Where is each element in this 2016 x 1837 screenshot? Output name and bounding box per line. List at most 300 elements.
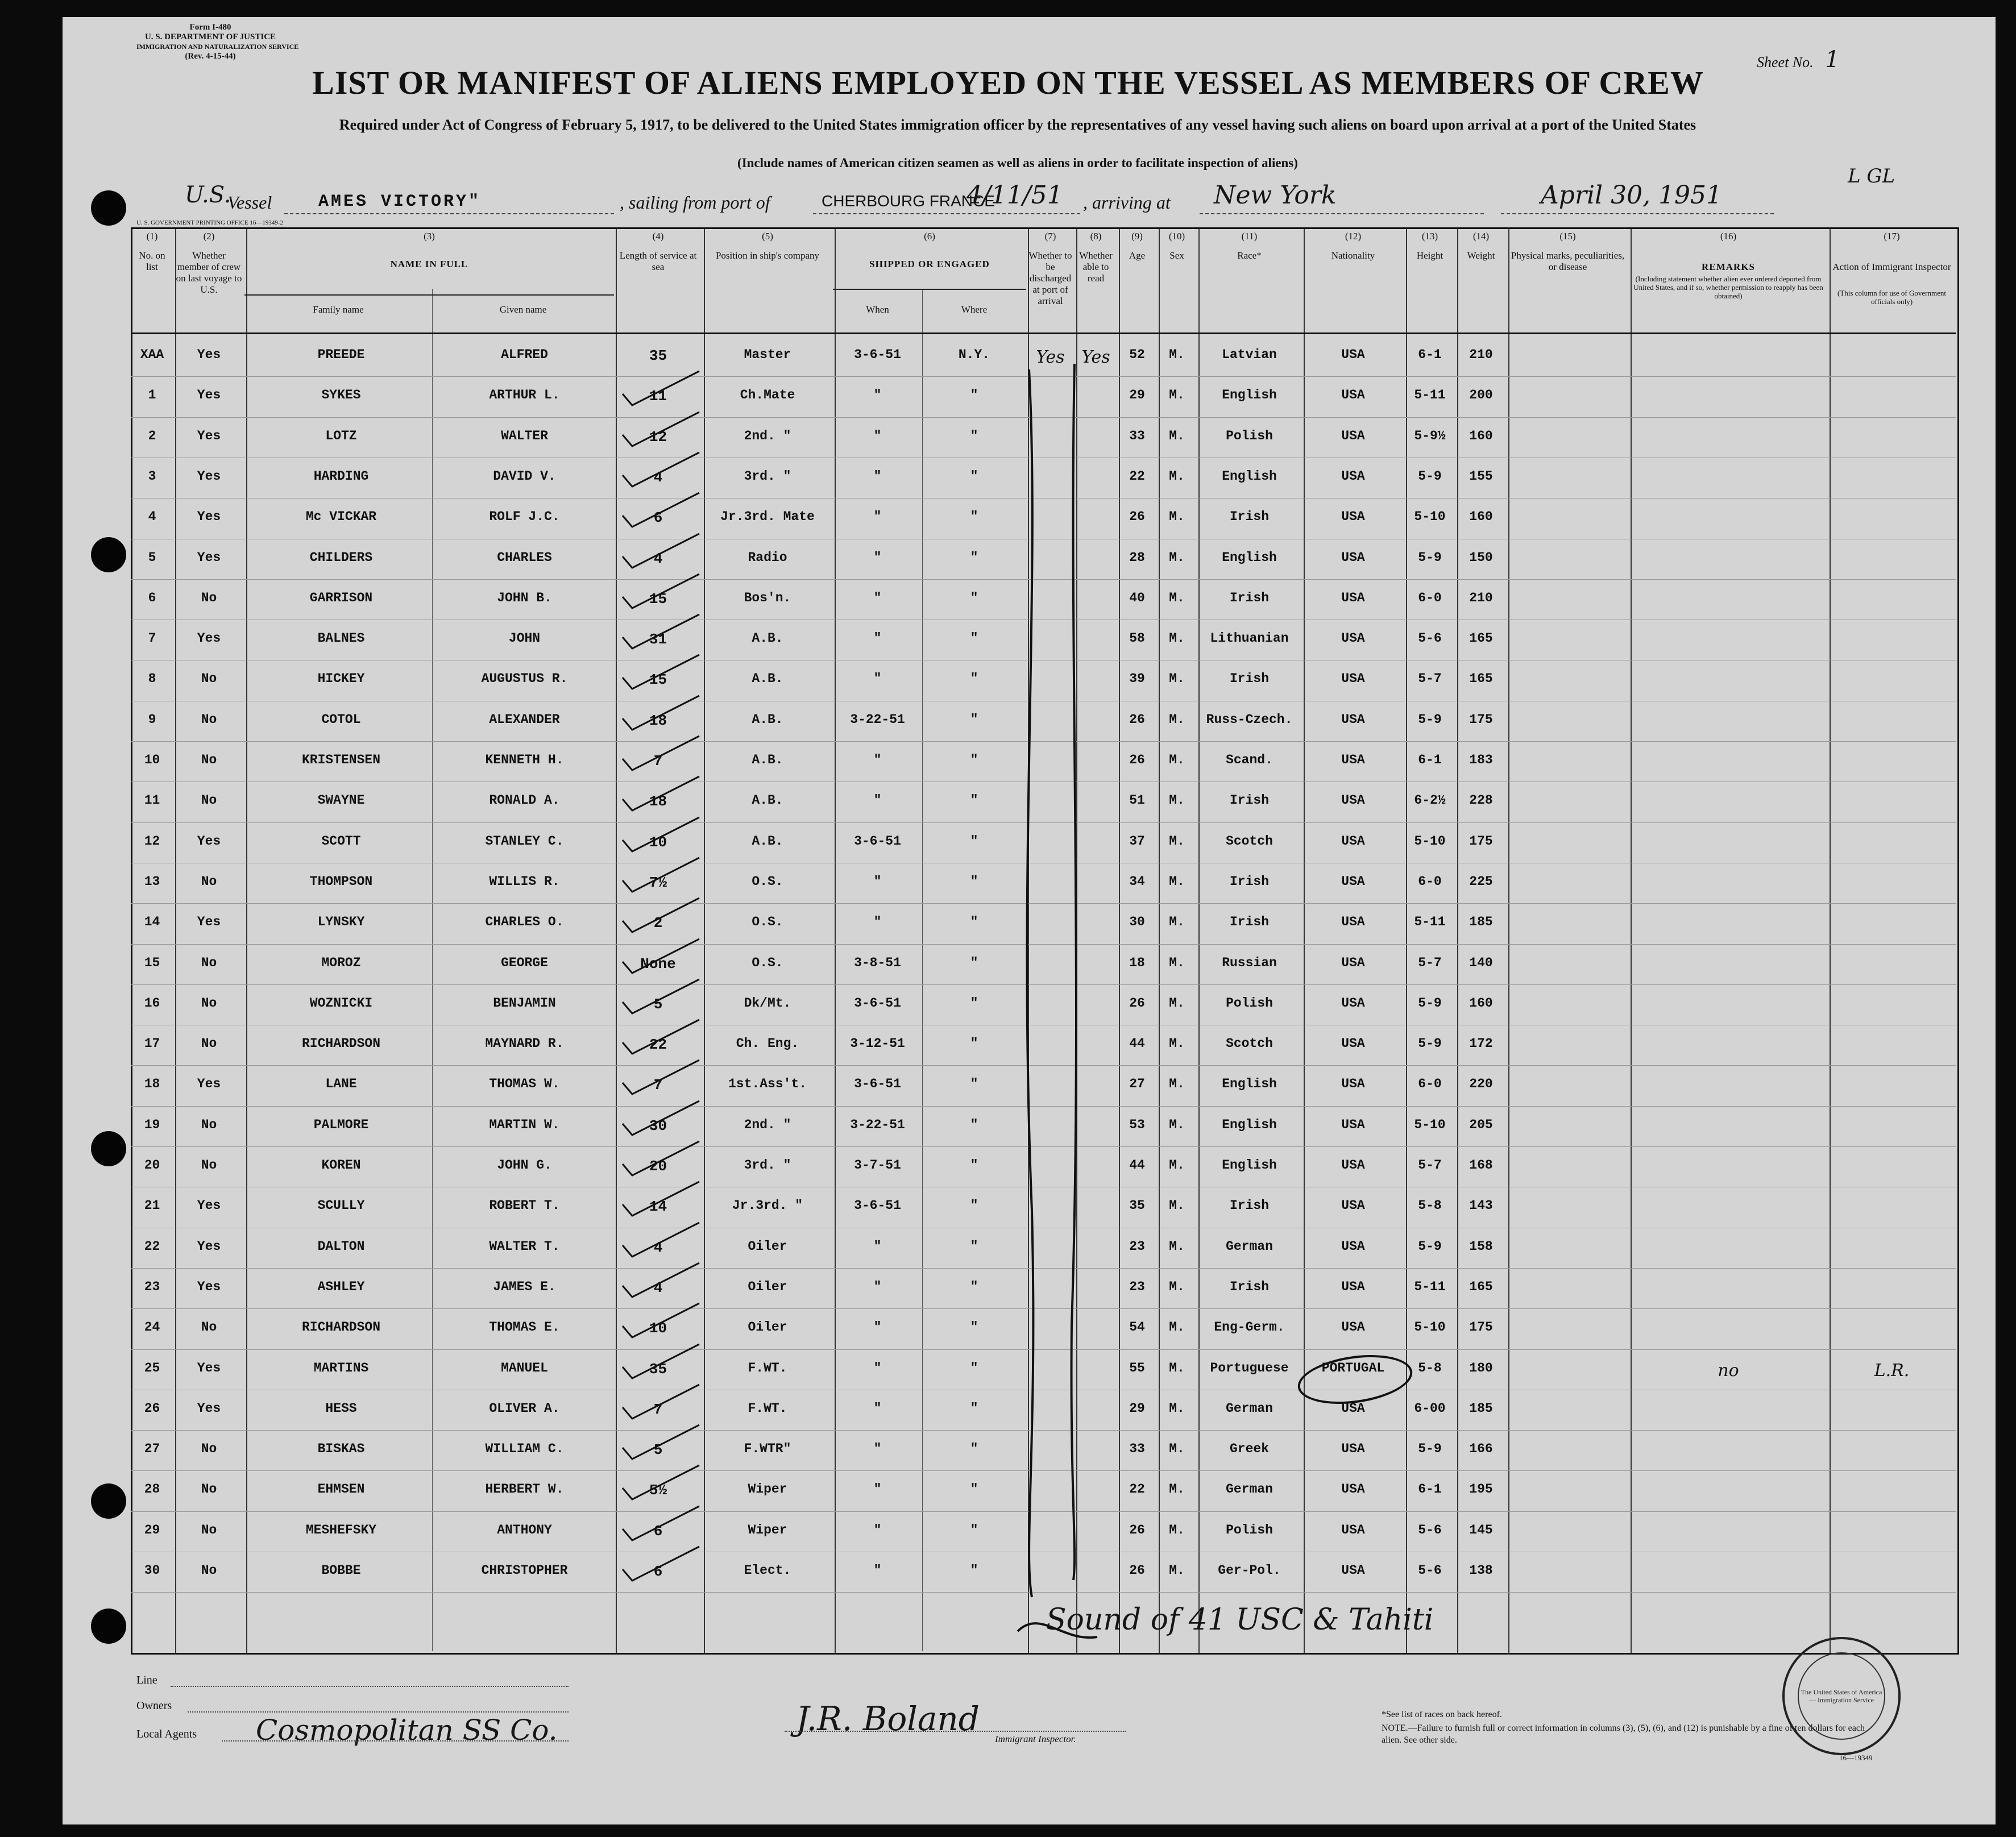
cell-given: ROLF J.C. xyxy=(489,509,560,525)
page-title: LIST OR MANIFEST OF ALIENS EMPLOYED ON THE VESSEL AS MEMBERS OF CREW xyxy=(312,64,1704,101)
cell-age: 23 xyxy=(1129,1238,1145,1254)
cell-weight: 185 xyxy=(1469,1400,1493,1416)
cell-family: ASHLEY xyxy=(317,1279,365,1294)
cell-race: English xyxy=(1222,1117,1277,1132)
cell-race: Russ-Czech. xyxy=(1206,712,1293,727)
column-number: (15) xyxy=(1559,231,1576,242)
cell-age: 29 xyxy=(1129,1400,1145,1416)
cell-voyage: Yes xyxy=(197,509,221,525)
cell-sex: M. xyxy=(1169,1158,1185,1173)
cell-where: " xyxy=(970,1400,978,1416)
inspector-underline xyxy=(785,1731,1126,1732)
cell-when: 3-8-51 xyxy=(854,955,901,970)
cell-weight: 165 xyxy=(1469,1279,1493,1294)
cell-age: 44 xyxy=(1129,1158,1145,1173)
cell-service: 6 xyxy=(653,1563,663,1580)
line-underline xyxy=(171,1686,569,1687)
cell-height: 5-10 xyxy=(1414,1117,1446,1132)
cell-given: ARTHUR L. xyxy=(489,388,560,403)
checkmark-icon xyxy=(620,1382,705,1422)
column-header-label: Nationality xyxy=(1331,250,1375,261)
cell-no: 17 xyxy=(144,1036,160,1052)
cell-position: A.B. xyxy=(752,753,783,767)
cell-weight: 180 xyxy=(1469,1360,1493,1375)
cell-when: 3-6-51 xyxy=(854,1077,901,1092)
cell-voyage: Yes xyxy=(197,468,221,484)
cell-weight: 166 xyxy=(1469,1441,1493,1457)
cell-position: Wiper xyxy=(748,1522,787,1537)
cell-sex: M. xyxy=(1169,1238,1185,1254)
checkmark-icon xyxy=(620,1462,705,1502)
checkmark-icon xyxy=(620,1260,705,1300)
cell-service: 30 xyxy=(649,1117,667,1134)
form-number: Form I-480 xyxy=(189,23,231,32)
cell-family: SWAYNE xyxy=(317,793,365,808)
column-number: (1) xyxy=(146,231,158,242)
cell-nationality: USA xyxy=(1341,631,1365,646)
cell-weight: 165 xyxy=(1469,671,1493,687)
column-header-label: Height xyxy=(1416,250,1443,261)
cell-weight: 168 xyxy=(1469,1158,1493,1173)
cell-position: F.WT. xyxy=(748,1400,787,1416)
cell-where: " xyxy=(970,793,978,808)
page-subnote: (Include names of American citizen seamen as well as aliens in order to facilitate inspection of aliens) xyxy=(737,156,1298,170)
form-department: U. S. DEPARTMENT OF JUSTICE xyxy=(144,32,276,41)
cell-where: " xyxy=(970,833,978,849)
cell-when: " xyxy=(873,550,882,565)
cell-sex: M. xyxy=(1169,1441,1185,1457)
sheet-number-label: Sheet No. xyxy=(1757,54,1814,70)
inspector-label: Immigrant Inspector. xyxy=(995,1734,1076,1744)
cell-age: 37 xyxy=(1129,833,1145,849)
cell-service: 4 xyxy=(653,468,663,486)
cell-family: Mc VICKAR xyxy=(305,509,377,525)
cell-where: " xyxy=(970,1441,978,1457)
cell-position: 3rd. " xyxy=(744,468,791,484)
cell-where: " xyxy=(970,1238,978,1254)
checkmark-icon xyxy=(620,1341,705,1381)
cell-given: CHARLES xyxy=(497,550,552,565)
cell-no: 2 xyxy=(148,428,156,443)
cell-no: 28 xyxy=(144,1482,160,1497)
cell-when: 3-12-51 xyxy=(850,1036,905,1052)
cell-age: 26 xyxy=(1129,1522,1145,1537)
cell-when: 3-22-51 xyxy=(850,1117,905,1132)
cell-no: 11 xyxy=(144,793,160,808)
cell-height: 6-0 xyxy=(1418,590,1442,605)
cell-when: " xyxy=(873,753,882,767)
form-code: 16—19349 xyxy=(1839,1753,1873,1762)
cell-position: 3rd. " xyxy=(744,1158,791,1173)
cell-voyage: Yes xyxy=(197,915,221,930)
cell-sex: M. xyxy=(1169,1036,1185,1052)
column-subheader-label: Family name xyxy=(313,304,364,315)
cell-service: 4 xyxy=(653,1238,663,1256)
cell-when: 3-6-51 xyxy=(854,1198,901,1213)
cell-age: 52 xyxy=(1129,347,1145,362)
cell-nationality: USA xyxy=(1341,1117,1365,1132)
cell-race: Polish xyxy=(1226,1522,1273,1537)
cell-position: Dk/Mt. xyxy=(744,995,791,1011)
cell-given: THOMAS E. xyxy=(489,1320,560,1335)
column-header-note: (Including statement whether alien ever ordered deported from United States, and if so, whether permission to reapply has been obtained) xyxy=(1633,275,1823,300)
cell-age: 26 xyxy=(1129,712,1145,727)
arriving-port: New York xyxy=(1214,181,1337,210)
cell-when: 3-7-51 xyxy=(854,1158,901,1173)
cell-given: ANTHONY xyxy=(497,1522,552,1537)
cell-family: EHMSEN xyxy=(317,1482,365,1497)
cell-family: LYNSKY xyxy=(317,915,365,930)
cell-nationality: USA xyxy=(1341,1036,1365,1052)
cell-where: " xyxy=(970,428,978,443)
cell-height: 6-1 xyxy=(1418,753,1442,767)
cell-when: " xyxy=(873,671,882,687)
checkmark-icon xyxy=(620,774,705,813)
arriving-underline xyxy=(1200,213,1484,214)
cell-given: CHRISTOPHER xyxy=(481,1563,568,1578)
cell-family: HARDING xyxy=(313,468,369,484)
cell-sex: M. xyxy=(1169,712,1185,727)
cell-service: 10 xyxy=(649,833,667,851)
cell-weight: 155 xyxy=(1469,468,1493,484)
cell-age: 28 xyxy=(1129,550,1145,565)
cell-sex: M. xyxy=(1169,1522,1185,1537)
cell-age: 26 xyxy=(1129,509,1145,525)
cell-race: English xyxy=(1222,550,1277,565)
column-subheader-label: Where xyxy=(961,304,988,315)
cell-where: " xyxy=(970,1482,978,1497)
cell-read: Yes xyxy=(1081,347,1110,367)
checkmark-icon xyxy=(620,976,705,1016)
cell-when: " xyxy=(873,1320,882,1335)
vessel-underline xyxy=(284,213,614,214)
cell-family: PALMORE xyxy=(313,1117,369,1132)
column-number: (13) xyxy=(1421,231,1438,242)
cell-given: WALTER xyxy=(501,428,548,443)
cell-height: 6-1 xyxy=(1418,347,1442,362)
cell-race: English xyxy=(1222,468,1277,484)
cell-age: 22 xyxy=(1129,1482,1145,1497)
cell-race: Polish xyxy=(1226,428,1273,443)
cell-when: " xyxy=(873,1563,882,1578)
cell-given: THOMAS W. xyxy=(489,1077,560,1092)
cell-no: 4 xyxy=(148,509,156,525)
column-subheader-label: Given name xyxy=(499,304,547,315)
cell-height: 5-7 xyxy=(1418,1158,1442,1173)
cell-race: Irish xyxy=(1229,1198,1269,1213)
cell-family: COTOL xyxy=(321,712,361,727)
cell-nationality: USA xyxy=(1341,590,1365,605)
cell-voyage: No xyxy=(201,1441,217,1457)
cell-voyage: No xyxy=(201,874,217,889)
cell-no: 27 xyxy=(144,1441,160,1457)
cell-where: " xyxy=(970,468,978,484)
form-identifier xyxy=(136,23,299,61)
cell-sex: M. xyxy=(1169,793,1185,808)
cell-nationality: USA xyxy=(1341,995,1365,1011)
cell-height: 5-9 xyxy=(1418,712,1442,727)
cell-service: 7 xyxy=(653,753,663,770)
checkmark-icon xyxy=(620,936,705,976)
cell-discharged: Yes xyxy=(1036,347,1065,367)
cell-where: " xyxy=(970,712,978,727)
cell-voyage: No xyxy=(201,1563,217,1578)
cell-height: 5-11 xyxy=(1414,388,1446,403)
cell-action: L.R. xyxy=(1874,1360,1910,1381)
cell-race: German xyxy=(1226,1482,1273,1497)
column-header-label: Sex xyxy=(1169,250,1184,261)
cell-voyage: No xyxy=(201,1158,217,1173)
cell-position: Radio xyxy=(748,550,787,565)
cell-age: 34 xyxy=(1129,874,1145,889)
cell-weight: 145 xyxy=(1469,1522,1493,1537)
cell-nationality: USA xyxy=(1341,671,1365,687)
cell-sex: M. xyxy=(1169,1400,1185,1416)
cell-age: 26 xyxy=(1129,1563,1145,1578)
cell-no: 24 xyxy=(144,1320,160,1335)
column-header-label: Age xyxy=(1129,250,1146,261)
cell-family: BALNES xyxy=(317,631,365,646)
name-subheader-rule xyxy=(244,294,614,296)
cell-nationality: USA xyxy=(1341,1482,1365,1497)
cell-family: WOZNICKI xyxy=(309,995,373,1011)
column-header-label: Race* xyxy=(1237,250,1262,261)
cell-when: " xyxy=(873,1441,882,1457)
column-number: (11) xyxy=(1241,231,1258,242)
cell-race: Portuguese xyxy=(1210,1360,1289,1375)
races-note: *See list of races on back hereof. xyxy=(1382,1710,1502,1719)
cell-race: German xyxy=(1226,1400,1273,1416)
cell-weight: 150 xyxy=(1469,550,1493,565)
column-number: (9) xyxy=(1131,231,1143,242)
cell-service: 22 xyxy=(649,1036,667,1054)
page-subtitle: Required under Act of Congress of February 5, 1917, to be delivered to the United States immigration officer by the representatives of any vessel having such aliens on board upon arrival at a port of the United States xyxy=(339,117,1696,133)
cell-given: GEORGE xyxy=(501,955,548,970)
cell-height: 5-9 xyxy=(1418,1441,1442,1457)
cell-where: " xyxy=(970,388,978,403)
margin-note: L GL xyxy=(1848,165,1895,188)
checkmark-icon xyxy=(620,531,705,571)
cell-service: 4 xyxy=(653,1279,663,1296)
cell-family: RICHARDSON xyxy=(301,1320,381,1335)
cell-no: 26 xyxy=(144,1400,160,1416)
cell-given: JOHN xyxy=(508,631,541,646)
cell-position: Ch.Mate xyxy=(740,388,795,403)
cell-family: MARTINS xyxy=(313,1360,369,1375)
column-number: (2) xyxy=(203,231,215,242)
checkmark-icon xyxy=(620,571,705,611)
cell-race: Greek xyxy=(1229,1441,1269,1457)
cell-no: 5 xyxy=(148,550,156,565)
cell-when: " xyxy=(873,1400,882,1416)
immigration-stamp-icon xyxy=(1782,1637,1901,1755)
cell-position: Bos'n. xyxy=(744,590,791,605)
cell-family: HESS xyxy=(325,1400,357,1416)
cell-where: " xyxy=(970,590,978,605)
column-number: (5) xyxy=(762,231,773,242)
cell-age: 44 xyxy=(1129,1036,1145,1052)
cell-weight: 183 xyxy=(1469,753,1493,767)
cell-sex: M. xyxy=(1169,1198,1185,1213)
cell-position: F.WTR" xyxy=(744,1441,791,1457)
cell-family: HICKEY xyxy=(317,671,365,687)
cell-service: None xyxy=(640,955,676,972)
cell-where: " xyxy=(970,995,978,1011)
cell-nationality: USA xyxy=(1341,1158,1365,1173)
cell-sex: M. xyxy=(1169,874,1185,889)
cell-nationality: PORTUGAL xyxy=(1321,1360,1385,1375)
cell-sex: M. xyxy=(1169,1563,1185,1578)
cell-height: 5-11 xyxy=(1414,915,1446,930)
cell-nationality: USA xyxy=(1341,753,1365,767)
cell-no: 9 xyxy=(148,712,156,727)
cell-given: ALFRED xyxy=(501,347,548,362)
column-number: (17) xyxy=(1884,231,1900,242)
cell-service: 18 xyxy=(649,712,667,729)
cell-nationality: USA xyxy=(1341,793,1365,808)
cell-weight: 143 xyxy=(1469,1198,1493,1213)
checkmark-icon xyxy=(620,490,705,530)
cell-service: 15 xyxy=(649,671,667,689)
cell-nationality: USA xyxy=(1341,712,1365,727)
vessel-name: AMES VICTORY" xyxy=(318,192,482,211)
cell-sex: M. xyxy=(1169,590,1185,605)
cell-position: Oiler xyxy=(748,1320,787,1335)
cell-nationality: USA xyxy=(1341,509,1365,525)
owners-underline xyxy=(188,1711,569,1713)
column-number: (10) xyxy=(1168,231,1185,242)
cell-weight: 225 xyxy=(1469,874,1493,889)
cell-service: 20 xyxy=(649,1158,667,1175)
cell-nationality: USA xyxy=(1341,428,1365,443)
cell-nationality: USA xyxy=(1341,1441,1365,1457)
cell-age: 29 xyxy=(1129,388,1145,403)
cell-where: " xyxy=(970,1036,978,1052)
cell-race: Ger-Pol. xyxy=(1218,1563,1281,1578)
cell-position: O.S. xyxy=(752,955,783,970)
cell-position: A.B. xyxy=(752,793,783,808)
cell-service: 14 xyxy=(649,1198,667,1216)
cell-sex: M. xyxy=(1169,509,1185,525)
cell-race: Irish xyxy=(1229,874,1269,889)
cell-height: 5-9 xyxy=(1418,1036,1442,1052)
inspector-signature: J.R. Boland xyxy=(796,1699,980,1738)
cell-no: 15 xyxy=(144,955,160,970)
cell-voyage: Yes xyxy=(197,550,221,565)
cell-given: JAMES E. xyxy=(493,1279,556,1294)
cell-no: 3 xyxy=(148,468,156,484)
cell-sex: M. xyxy=(1169,1482,1185,1497)
cell-age: 30 xyxy=(1129,915,1145,930)
cell-service: 35 xyxy=(649,347,667,364)
cell-nationality: USA xyxy=(1341,955,1365,970)
cell-family: BOBBE xyxy=(321,1563,361,1578)
cell-service: 7 xyxy=(653,1077,663,1094)
checkmark-icon xyxy=(620,450,705,489)
cell-family: CHILDERS xyxy=(309,550,373,565)
checkmark-icon xyxy=(620,814,705,854)
printing-office-line: U. S. GOVERNMENT PRINTING OFFICE 16—19349-2 xyxy=(136,219,284,226)
column-header-label: Length of service at sea xyxy=(619,250,697,272)
cell-given: OLIVER A. xyxy=(489,1400,560,1416)
cell-family: SCULLY xyxy=(317,1198,365,1213)
column-subheader-label: When xyxy=(866,304,889,315)
cell-height: 5-10 xyxy=(1414,1320,1446,1335)
cell-service: 35 xyxy=(649,1360,667,1378)
cell-weight: 160 xyxy=(1469,509,1493,525)
cell-age: 53 xyxy=(1129,1117,1145,1132)
column-number: (4) xyxy=(652,231,664,242)
binder-hole-icon xyxy=(91,1483,126,1519)
binder-hole-icon xyxy=(91,1131,126,1166)
cell-voyage: No xyxy=(201,1117,217,1132)
cell-weight: 160 xyxy=(1469,428,1493,443)
column-number: (8) xyxy=(1090,231,1102,242)
cell-no: 13 xyxy=(144,874,160,889)
column-header-label: No. on list xyxy=(139,250,165,272)
cell-race: English xyxy=(1222,1077,1277,1092)
cell-sex: M. xyxy=(1169,833,1185,849)
cell-when: " xyxy=(873,631,882,646)
cell-when: 3-6-51 xyxy=(854,833,901,849)
cell-position: F.WT. xyxy=(748,1360,787,1375)
cell-age: 26 xyxy=(1129,753,1145,767)
cell-position: Master xyxy=(744,347,791,362)
cell-given: WALTER T. xyxy=(489,1238,560,1254)
cell-voyage: Yes xyxy=(197,1400,221,1416)
cell-service: 5½ xyxy=(649,1482,667,1499)
cell-where: " xyxy=(970,1117,978,1132)
stamp-text: The United States of America — Immigration Service xyxy=(1798,1652,1885,1740)
cell-height: 5-9 xyxy=(1418,995,1442,1011)
cell-where: " xyxy=(970,509,978,525)
cell-family: MOROZ xyxy=(321,955,361,970)
cell-given: STANLEY C. xyxy=(485,833,564,849)
cell-given: MAYNARD R. xyxy=(485,1036,564,1052)
cell-sex: M. xyxy=(1169,428,1185,443)
cell-sex: M. xyxy=(1169,468,1185,484)
cell-where: " xyxy=(970,1198,978,1213)
checkmark-icon xyxy=(620,1138,705,1178)
cell-when: " xyxy=(873,428,882,443)
cell-service: 18 xyxy=(649,793,667,811)
cell-family: RICHARDSON xyxy=(301,1036,381,1052)
cell-race: Eng-Germ. xyxy=(1214,1320,1285,1335)
cell-service: 6 xyxy=(653,1522,663,1540)
cell-when: 3-6-51 xyxy=(854,995,901,1011)
cell-where: " xyxy=(970,1077,978,1092)
cell-sex: M. xyxy=(1169,995,1185,1011)
cell-sex: M. xyxy=(1169,1117,1185,1132)
cell-height: 6-2½ xyxy=(1414,793,1446,808)
cell-service: 5 xyxy=(653,1441,663,1459)
cell-race: Latvian xyxy=(1222,347,1277,362)
cell-no: 1 xyxy=(148,388,156,403)
cell-when: " xyxy=(873,1482,882,1497)
binder-hole-icon xyxy=(91,1609,126,1644)
cell-given: ROBERT T. xyxy=(489,1198,560,1213)
cell-family: KOREN xyxy=(321,1158,361,1173)
footer-owners-label: Owners xyxy=(136,1699,172,1712)
checkmark-icon xyxy=(620,368,705,408)
cell-age: 33 xyxy=(1129,1441,1145,1457)
cell-family: MESHEFSKY xyxy=(305,1522,377,1537)
cell-weight: 140 xyxy=(1469,955,1493,970)
sheet-number-value: 1 xyxy=(1825,47,1840,73)
cell-voyage: No xyxy=(201,1036,217,1052)
footer-line-label: Line xyxy=(136,1674,157,1686)
cell-race: English xyxy=(1222,1158,1277,1173)
